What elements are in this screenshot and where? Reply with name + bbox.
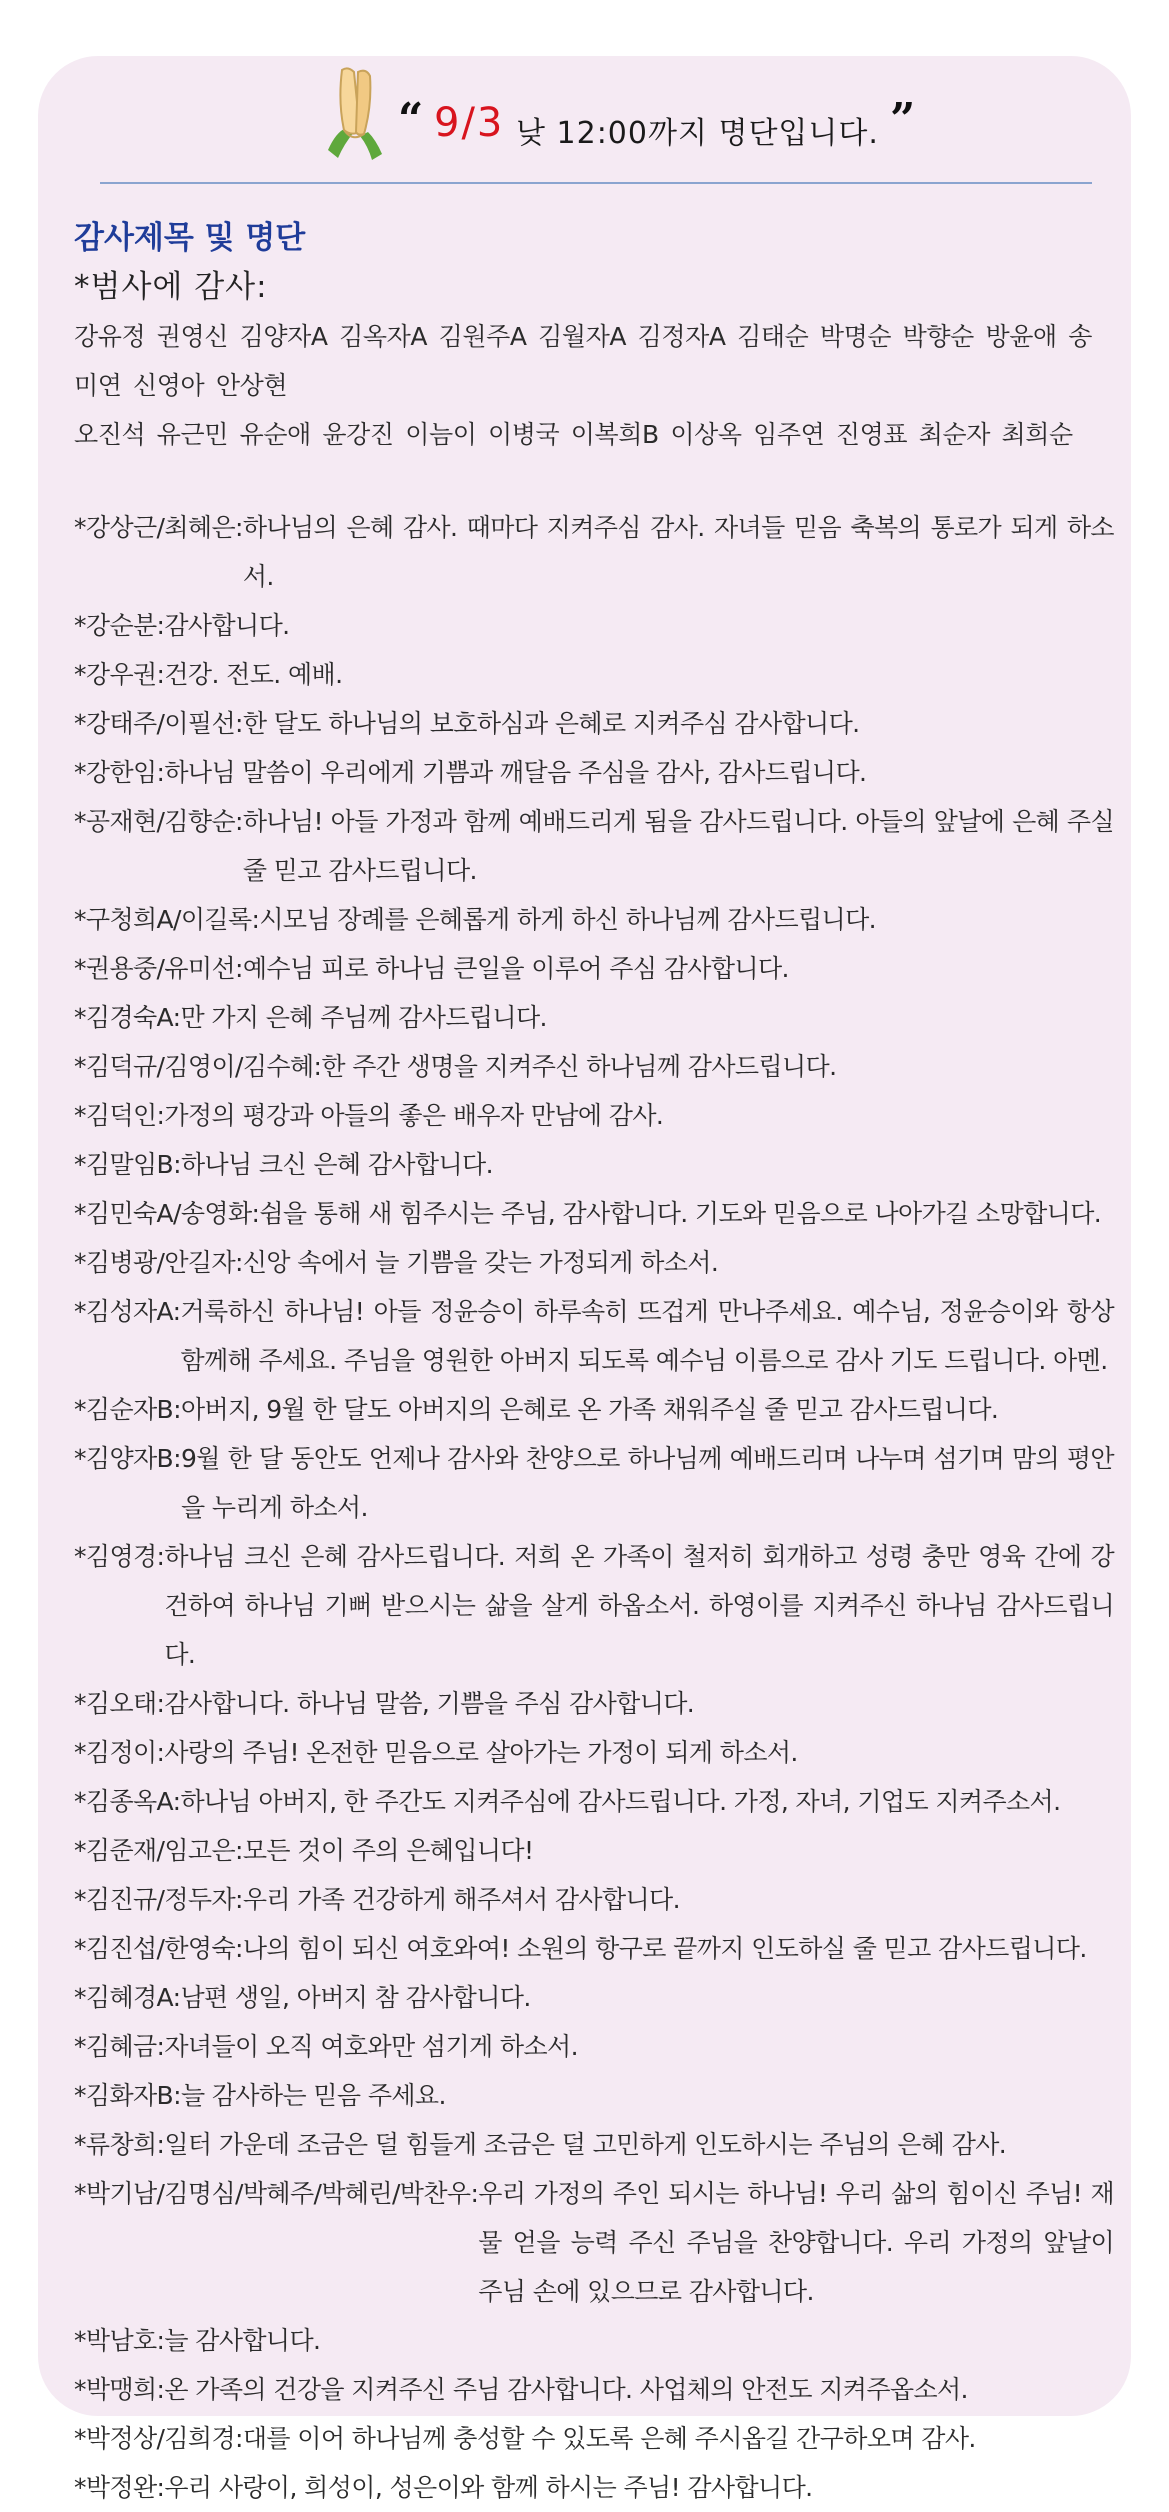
entry-name: *김정이: xyxy=(74,1738,165,1767)
entry-name: *구청희A/이길록: xyxy=(74,905,260,934)
list-item xyxy=(74,1042,1114,1091)
list-item xyxy=(74,993,1114,1042)
entry-name: *김양자B: xyxy=(74,1444,181,1473)
list-item xyxy=(74,1875,1114,1924)
entry-message: 온 가족의 건강을 지켜주신 주님 감사합니다. 사업체의 안전도 지켜주옵소서. xyxy=(164,2375,968,2404)
names-line: 강유정 권영신 김양자A 김옥자A 김원주A 김월자A 김정자A 김태순 박명순 박향순 방윤애 송미연 신영아 안상현 xyxy=(74,322,1093,400)
open-quote: “ xyxy=(398,94,424,145)
list-item xyxy=(74,2169,1114,2316)
entry-name: *김민숙A/송영화: xyxy=(74,1199,260,1228)
entry-name: *박정완: xyxy=(74,2473,165,2502)
entry-message: 자녀들이 오직 여호와만 섬기게 하소서. xyxy=(164,2032,578,2061)
entry-name: *김화자B: xyxy=(74,2081,181,2110)
entry-message: 감사합니다. 하나님 말씀, 기쁨을 주심 감사합니다. xyxy=(164,1689,695,1718)
entry-message: 남편 생일, 아버지 참 감사합니다. xyxy=(180,1983,531,2012)
list-item xyxy=(74,601,1114,650)
entry-name: *박정상/김희경: xyxy=(74,2424,243,2453)
list-item xyxy=(74,2071,1114,2120)
entry-name: *강한임: xyxy=(74,758,165,787)
entry-message: 늘 감사하는 믿음 주세요. xyxy=(180,2081,446,2110)
entry-message: 아버지, 9월 한 달도 아버지의 은혜로 온 가족 채워주실 줄 믿고 감사드립니다. xyxy=(180,1395,999,1424)
section-title: 감사제목 및 명단 xyxy=(74,220,306,256)
entry-message: 가정의 평강과 아들의 좋은 배우자 만남에 감사. xyxy=(164,1101,664,1130)
entry-name: *김순자B: xyxy=(74,1395,181,1424)
entry-message: 감사합니다. xyxy=(164,611,290,640)
entry-name: *김덕인: xyxy=(74,1101,165,1130)
entry-name: *공재현/김향순: xyxy=(74,807,243,836)
entry-name: *권용중/유미선: xyxy=(74,954,243,983)
entry-message: 만 가지 은혜 주님께 감사드립니다. xyxy=(180,1003,547,1032)
general-thanks-heading: *범사에 감사: xyxy=(74,269,268,305)
list-item xyxy=(74,699,1114,748)
entry-message: 예수님 피로 하나님 큰일을 이루어 주심 감사합니다. xyxy=(242,954,789,983)
list-item xyxy=(74,1189,1114,1238)
entry-name: *김영경: xyxy=(74,1542,165,1571)
deadline-date: 9/3 xyxy=(434,100,505,146)
list-item xyxy=(74,1091,1114,1140)
list-item xyxy=(74,503,1114,601)
entry-message: 모든 것이 주의 은혜입니다! xyxy=(242,1836,534,1865)
list-item xyxy=(74,650,1114,699)
entry-message: 사랑의 주님! 온전한 믿음으로 살아가는 가정이 되게 하소서. xyxy=(164,1738,798,1767)
list-item xyxy=(74,2120,1114,2169)
entry-name: *강순분: xyxy=(74,611,165,640)
spacer xyxy=(74,459,1114,503)
entry-name: *박맹희: xyxy=(74,2375,165,2404)
list-item xyxy=(74,944,1114,993)
entry-message: 쉼을 통해 새 힘주시는 주님, 감사합니다. 기도와 믿음으로 나아가길 소망합니다. xyxy=(259,1199,1102,1228)
list-item xyxy=(74,748,1114,797)
entry-name: *박기남/김명심/박혜주/박혜린/박찬우: xyxy=(74,2179,479,2208)
content xyxy=(74,202,1114,2512)
list-item xyxy=(74,1385,1114,1434)
entry-message: 나의 힘이 되신 여호와여! 소원의 항구로 끝까지 인도하실 줄 믿고 감사드립니다. xyxy=(242,1934,1087,1963)
list-item xyxy=(74,2365,1114,2414)
list-item xyxy=(74,2022,1114,2071)
entry-message: 우리 가족 건강하게 해주셔서 감사합니다. xyxy=(242,1885,680,1914)
list-item xyxy=(74,1532,1114,1679)
entry-name: *강우권: xyxy=(74,660,165,689)
entry-name: *김오태: xyxy=(74,1689,165,1718)
entry-message: 하나님! 아들 가정과 함께 예배드리게 됨을 감사드립니다. 아들의 앞날에 은혜 주실 줄 믿고 감사드립니다. xyxy=(242,807,1114,885)
list-item xyxy=(74,895,1114,944)
entry-name: *류창희: xyxy=(74,2130,165,2159)
entry-name: *김경숙A: xyxy=(74,1003,181,1032)
entry-name: *강상근/최혜은: xyxy=(74,513,243,542)
entry-message: 9월 한 달 동안도 언제나 감사와 찬양으로 하나님께 예배드리며 나누며 섬기며 맘의 평안을 누리게 하소서. xyxy=(180,1444,1114,1522)
deadline-text: 낮 12:00까지 명단입니다. xyxy=(516,116,879,151)
list-item xyxy=(74,1434,1114,1532)
entry-name: *김종옥A: xyxy=(74,1787,181,1816)
list-item xyxy=(74,1924,1114,1973)
entry-name: *김말임B: xyxy=(74,1150,181,1179)
prayer-list-card xyxy=(38,56,1131,2502)
entry-message: 거룩하신 하나님! 아들 정윤승이 하루속히 뜨겁게 만나주세요. 예수님, 정윤승이와 항상 함께해 주세요. 주님을 영원한 아버지 되도록 예수님 이름으로 감사 기도 드립니다. 아멘. xyxy=(180,1297,1114,1375)
entry-name: *강태주/이필선: xyxy=(74,709,243,738)
entry-name: *김성자A: xyxy=(74,1297,181,1326)
list-item xyxy=(74,1826,1114,1875)
entry-message: 시모님 장례를 은혜롭게 하게 하신 하나님께 감사드립니다. xyxy=(259,905,876,934)
entry-name: *김혜금: xyxy=(74,2032,165,2061)
entry-message: 하나님 말씀이 우리에게 기쁨과 깨달음 주심을 감사, 감사드립니다. xyxy=(164,758,867,787)
list-item xyxy=(74,1777,1114,1826)
entry-name: *김혜경A: xyxy=(74,1983,181,2012)
names-line: 오진석 유근민 유순애 윤강진 이늠이 이병국 이복희B 이상옥 임주연 진영표 최순자 최희순 xyxy=(74,420,1073,449)
entry-name: *김진규/정두자: xyxy=(74,1885,243,1914)
entry-message: 하나님 크신 은혜 감사드립니다. 저희 온 가족이 철저히 회개하고 성령 충만 영육 간에 강건하여 하나님 기뻐 받으시는 삶을 살게 하옵소서. 하영이를 지켜주신 하나님 감사드립니다. xyxy=(164,1542,1114,1669)
entry-message: 하나님 크신 은혜 감사합니다. xyxy=(180,1150,493,1179)
entry-message: 하나님 아버지, 한 주간도 지켜주심에 감사드립니다. 가정, 자녀, 기업도 지켜주소서. xyxy=(180,1787,1061,1816)
entry-name: *김병광/안길자: xyxy=(74,1248,243,1277)
entry-message: 건강. 전도. 예배. xyxy=(164,660,343,689)
entry-message: 신앙 속에서 늘 기쁨을 갖는 가정되게 하소서. xyxy=(242,1248,719,1277)
header-divider xyxy=(100,182,1092,184)
entry-message: 우리 사랑이, 희성이, 성은이와 함께 하시는 주님! 감사합니다. xyxy=(164,2473,813,2502)
list-item xyxy=(74,2463,1114,2512)
list-item xyxy=(74,1140,1114,1189)
list-item xyxy=(74,797,1114,895)
list-item xyxy=(74,1238,1114,1287)
entry-message: 하나님의 은혜 감사. 때마다 지켜주심 감사. 자녀들 믿음 축복의 통로가 되게 하소서. xyxy=(242,513,1114,591)
close-quote: ” xyxy=(890,94,916,145)
list-item xyxy=(74,2414,1114,2463)
entry-message: 한 달도 하나님의 보호하심과 은혜로 지켜주심 감사합니다. xyxy=(242,709,860,738)
general-thanks-names xyxy=(74,312,1114,459)
list-item xyxy=(74,2316,1114,2365)
entry-name: *김준재/임고은: xyxy=(74,1836,243,1865)
entry-name: *박남호: xyxy=(74,2326,165,2355)
entry-name: *김진섭/한영숙: xyxy=(74,1934,243,1963)
entry-name: *김덕규/김영이/김수혜: xyxy=(74,1052,322,1081)
entry-message: 대를 이어 하나님께 충성할 수 있도록 은혜 주시옵길 간구하오며 감사. xyxy=(242,2424,976,2453)
list-item xyxy=(74,1728,1114,1777)
list-item xyxy=(74,1973,1114,2022)
list-item xyxy=(74,1287,1114,1385)
list-item xyxy=(74,1679,1114,1728)
notice-header xyxy=(38,56,1131,196)
entry-message: 우리 가정의 주인 되시는 하나님! 우리 삶의 힘이신 주님! 재물 얻을 능력 주신 주님을 찬양합니다. 우리 가정의 앞날이 주님 손에 있으므로 감사합니다. xyxy=(478,2179,1114,2306)
entry-message: 한 주간 생명을 지켜주신 하나님께 감사드립니다. xyxy=(321,1052,837,1081)
entry-message: 늘 감사합니다. xyxy=(164,2326,321,2355)
entry-list xyxy=(74,503,1114,2512)
entry-message: 일터 가운데 조금은 덜 힘들게 조금은 덜 고민하게 인도하시는 주님의 은혜 감사. xyxy=(164,2130,1007,2159)
